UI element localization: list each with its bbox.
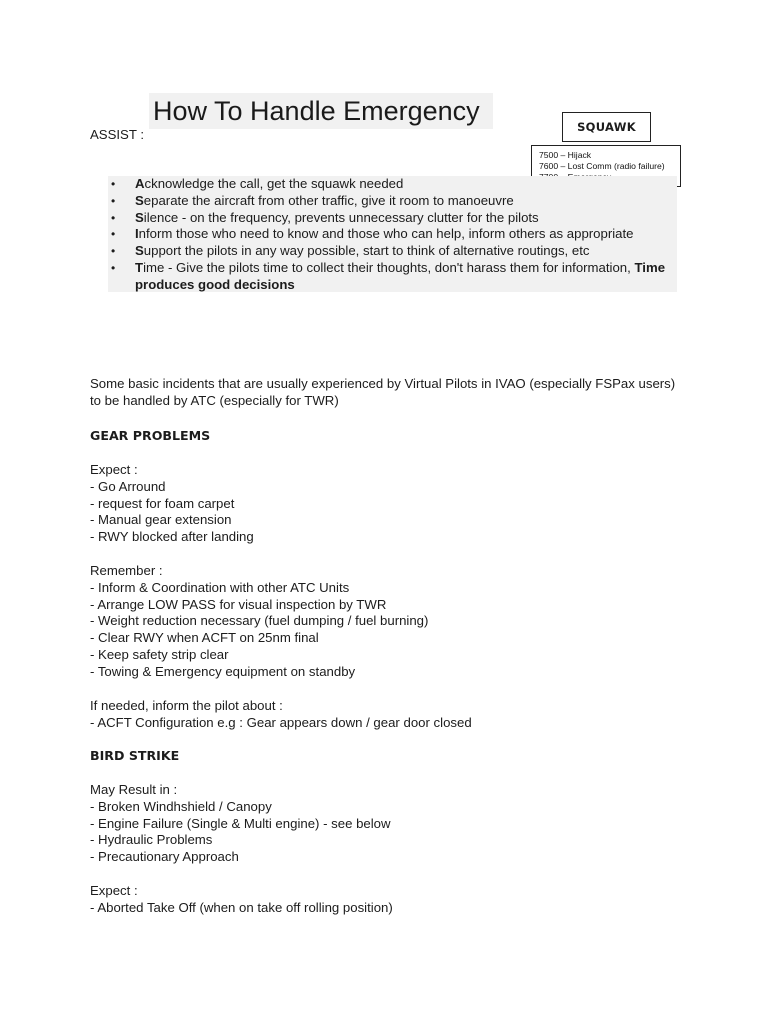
list-item: • Time - Give the pilots time to collect their thoughts, don't harass them for information, Time produces good decisions (108, 260, 677, 294)
bird-strike-heading: BIRD STRIKE (90, 748, 180, 763)
list-item: • Support the pilots in any way possible, start to think of alternative routings, etc (108, 243, 677, 260)
intro-paragraph: Some basic incidents that are usually experienced by Virtual Pilots in IVAO (especially FSPax users) to be handled by ATC (especially for TWR) (90, 376, 676, 408)
list-item: - Precautionary Approach (90, 849, 239, 865)
list-item: - ACFT Configuration e.g : Gear appears down / gear door closed (90, 714, 472, 730)
list-item: - Broken Windhshield / Canopy (90, 798, 272, 814)
squawk-box: SQUAWK (562, 112, 651, 142)
list-item: - Keep safety strip clear (90, 646, 229, 662)
bird-result-section: May Result in : - Broken Windhshield / Canopy - Engine Failure (Single & Multi engine) - see below - Hydraulic Problems - Precautionary Approach (90, 782, 730, 866)
gear-inform-section: If needed, inform the pilot about : - ACFT Configuration e.g : Gear appears down / gear door closed (90, 698, 730, 732)
list-item: • Silence - on the frequency, prevents unnecessary clutter for the pilots (108, 210, 677, 227)
squawk-code: 7600 – Lost Comm (radio failure) (539, 161, 665, 171)
squawk-code: 7500 – Hijack (539, 150, 592, 160)
list-item: - Aborted Take Off (when on take off rolling position) (90, 899, 393, 915)
list-item: - Inform & Coordination with other ATC Units (90, 579, 350, 595)
list-item: • Acknowledge the call, get the squawk needed (108, 176, 677, 193)
page-title: How To Handle Emergency (149, 93, 493, 129)
bird-expect-section: Expect : - Aborted Take Off (when on take off rolling position) (90, 883, 730, 917)
list-item: - Weight reduction necessary (fuel dumping / fuel burning) (90, 613, 429, 629)
list-item: • Separate the aircraft from other traffic, give it room to manoeuvre (108, 193, 677, 210)
gear-remember-section: Remember : - Inform & Coordination with other ATC Units - Arrange LOW PASS for visual inspection by TWR - Weight reduction necessary (fuel dumping / fuel burning) - Clear RWY when ACFT on 25nm final - Keep safety strip clear - Towing & Emergency equipment on standby (90, 563, 730, 681)
gear-problems-heading: GEAR PROBLEMS (90, 428, 211, 443)
gear-expect-section: Expect : - Go Arround - request for foam carpet - Manual gear extension - RWY blocked after landing (90, 462, 730, 546)
list-item: - Go Arround (90, 478, 166, 494)
assist-list (108, 176, 677, 292)
list-item: - Towing & Emergency equipment on standby (90, 663, 356, 679)
list-item: - Arrange LOW PASS for visual inspection by TWR (90, 596, 387, 612)
list-item: - request for foam carpet (90, 495, 235, 511)
list-item: - RWY blocked after landing (90, 529, 254, 545)
list-item: • Inform those who need to know and those who can help, inform others as appropriate (108, 226, 677, 243)
assist-label: ASSIST : (90, 127, 144, 142)
list-item: - Hydraulic Problems (90, 832, 213, 848)
list-item: - Manual gear extension (90, 512, 232, 528)
list-item: - Clear RWY when ACFT on 25nm final (90, 630, 319, 646)
list-item: - Engine Failure (Single & Multi engine) - see below (90, 815, 391, 831)
